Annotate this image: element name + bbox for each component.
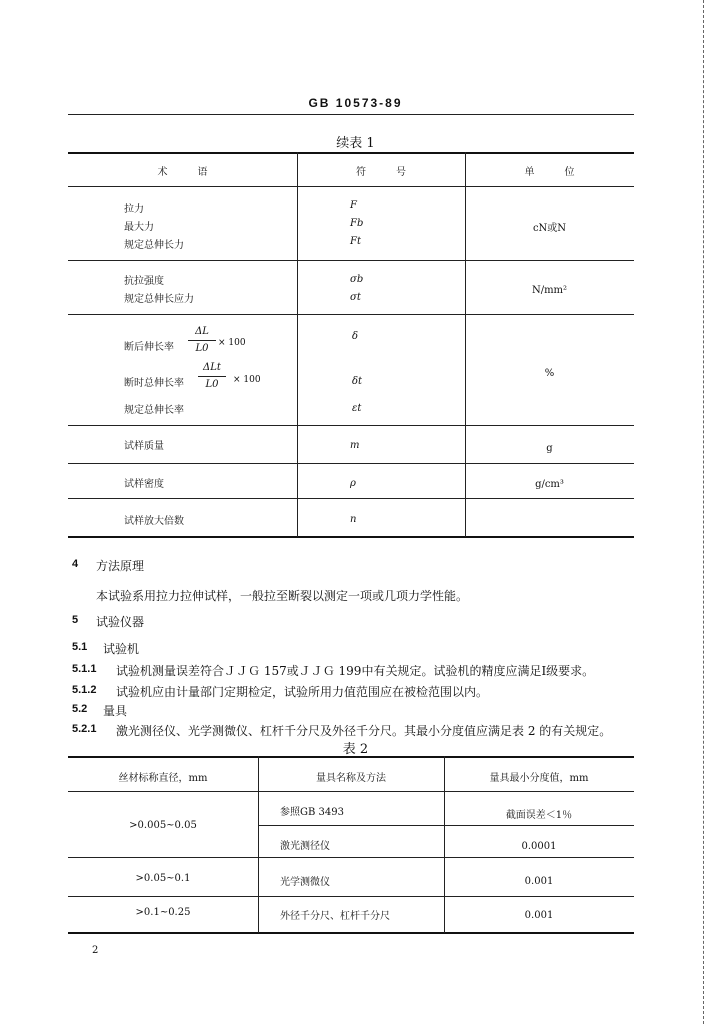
tool-cell: 光学测微仪 (280, 877, 330, 888)
row-rule (68, 314, 634, 315)
table1-caption: 续表 1 (336, 136, 375, 151)
term: 最大力 (124, 222, 154, 233)
symbol: m (350, 440, 360, 451)
term: 拉力 (124, 204, 144, 215)
column-header: 量具名称及方法 (316, 773, 386, 784)
column-header: 丝材标称直径，mm (118, 773, 208, 784)
symbol: δt (352, 376, 363, 387)
row-rule (68, 498, 634, 499)
multiplier: × 100 (218, 338, 246, 348)
column-header: 术 语 (157, 167, 208, 178)
diameter-cell: >0.005~0.05 (129, 820, 197, 831)
row-rule (68, 896, 634, 897)
term: 试样质量 (124, 441, 164, 452)
clause-number: 5.2.1 (72, 723, 97, 735)
tool-cell: 参照GB 3493 (280, 807, 344, 818)
tool-cell: 激光测径仪 (280, 841, 330, 852)
section-number: 5 (72, 614, 79, 626)
clause-text: 试验机测量误差符合ＪＪＧ 157或ＪＪＧ 199中有关规定。试验机的精度应满足Ⅰ级要求。 (116, 664, 595, 678)
fraction-bar (188, 340, 216, 341)
symbol: εt (352, 403, 362, 414)
unit: N/mm² (531, 285, 568, 296)
column-divider (297, 152, 298, 537)
table1-head-rule (68, 186, 634, 187)
unit: % (544, 368, 555, 379)
header-rule (68, 114, 634, 115)
clause-number: 5.1.1 (72, 663, 97, 675)
clause-text: 试验机应由计量部门定期检定，试验所用力值范围应在被检范围以内。 (116, 685, 489, 699)
table2-caption: 表 2 (342, 742, 369, 757)
table2-top-rule (68, 756, 634, 758)
multiplier: × 100 (233, 375, 261, 385)
unit: g (546, 443, 553, 454)
row-rule (68, 260, 634, 261)
term: 试样放大倍数 (124, 516, 184, 527)
term: 试样密度 (124, 479, 164, 490)
table2-bottom-rule (68, 932, 634, 934)
row-rule (68, 857, 634, 858)
table1-bottom-rule (68, 536, 634, 538)
term: 抗拉强度 (124, 276, 164, 287)
term: 断后伸长率 (124, 342, 174, 353)
value-cell: 0.001 (524, 910, 554, 921)
row-rule (258, 825, 634, 826)
diameter-cell: >0.05~0.1 (135, 873, 191, 884)
term: 规定总伸长力 (124, 240, 184, 251)
term: 规定总伸长应力 (124, 294, 194, 305)
symbol: Fb (350, 218, 364, 229)
fraction-numerator: ΔLt (203, 362, 221, 373)
unit: cN或N (532, 223, 567, 234)
column-header: 单 位 (524, 167, 575, 178)
clause-number: 5.2 (72, 703, 88, 715)
section-title: 方法原理 (96, 559, 145, 573)
column-header: 量具最小分度值，mm (489, 773, 589, 784)
standard-code: GB 10573-89 (308, 96, 403, 110)
term: 断时总伸长率 (124, 378, 184, 389)
symbol: σb (350, 274, 364, 285)
clause-text: 量具 (103, 704, 128, 718)
section-title: 试验仪器 (96, 615, 145, 629)
clause-text: 激光测径仪、光学测微仪、杠杆千分尺及外径千分尺。其最小分度值应满足表 2 的有关规定。 (116, 724, 612, 738)
symbol: Ft (350, 236, 361, 247)
clause-number: 5.1 (72, 641, 88, 653)
fraction-bar (198, 376, 226, 377)
table2-head-rule (68, 791, 634, 792)
row-rule (68, 463, 634, 464)
fraction-numerator: ΔL (195, 326, 209, 337)
value-cell: 0.001 (524, 876, 554, 887)
scan-edge (703, 0, 704, 1024)
symbol: ρ (350, 478, 356, 489)
clause-text: 试验机 (103, 642, 140, 656)
paragraph: 本试验系用拉力拉伸试样，一般拉至断裂以测定一项或几项力学性能。 (96, 589, 469, 603)
table1-top-rule (68, 152, 634, 154)
fraction-denominator: L0 (205, 379, 219, 390)
column-header: 符 号 (356, 167, 406, 178)
row-rule (68, 425, 634, 426)
value-cell: 0.0001 (521, 841, 557, 852)
value-cell: 截面误差＜1％ (505, 810, 573, 821)
symbol: F (350, 200, 357, 211)
diameter-cell: >0.1~0.25 (135, 907, 191, 918)
unit: g/cm³ (535, 479, 564, 490)
symbol: δ (352, 331, 359, 342)
section-number: 4 (72, 558, 79, 570)
term: 规定总伸长率 (124, 405, 184, 416)
symbol: n (350, 514, 357, 525)
symbol: σt (350, 292, 361, 303)
clause-number: 5.1.2 (72, 684, 97, 696)
tool-cell: 外径千分尺、杠杆千分尺 (280, 911, 390, 922)
fraction-denominator: L0 (195, 343, 209, 354)
page-number: 2 (92, 945, 99, 956)
